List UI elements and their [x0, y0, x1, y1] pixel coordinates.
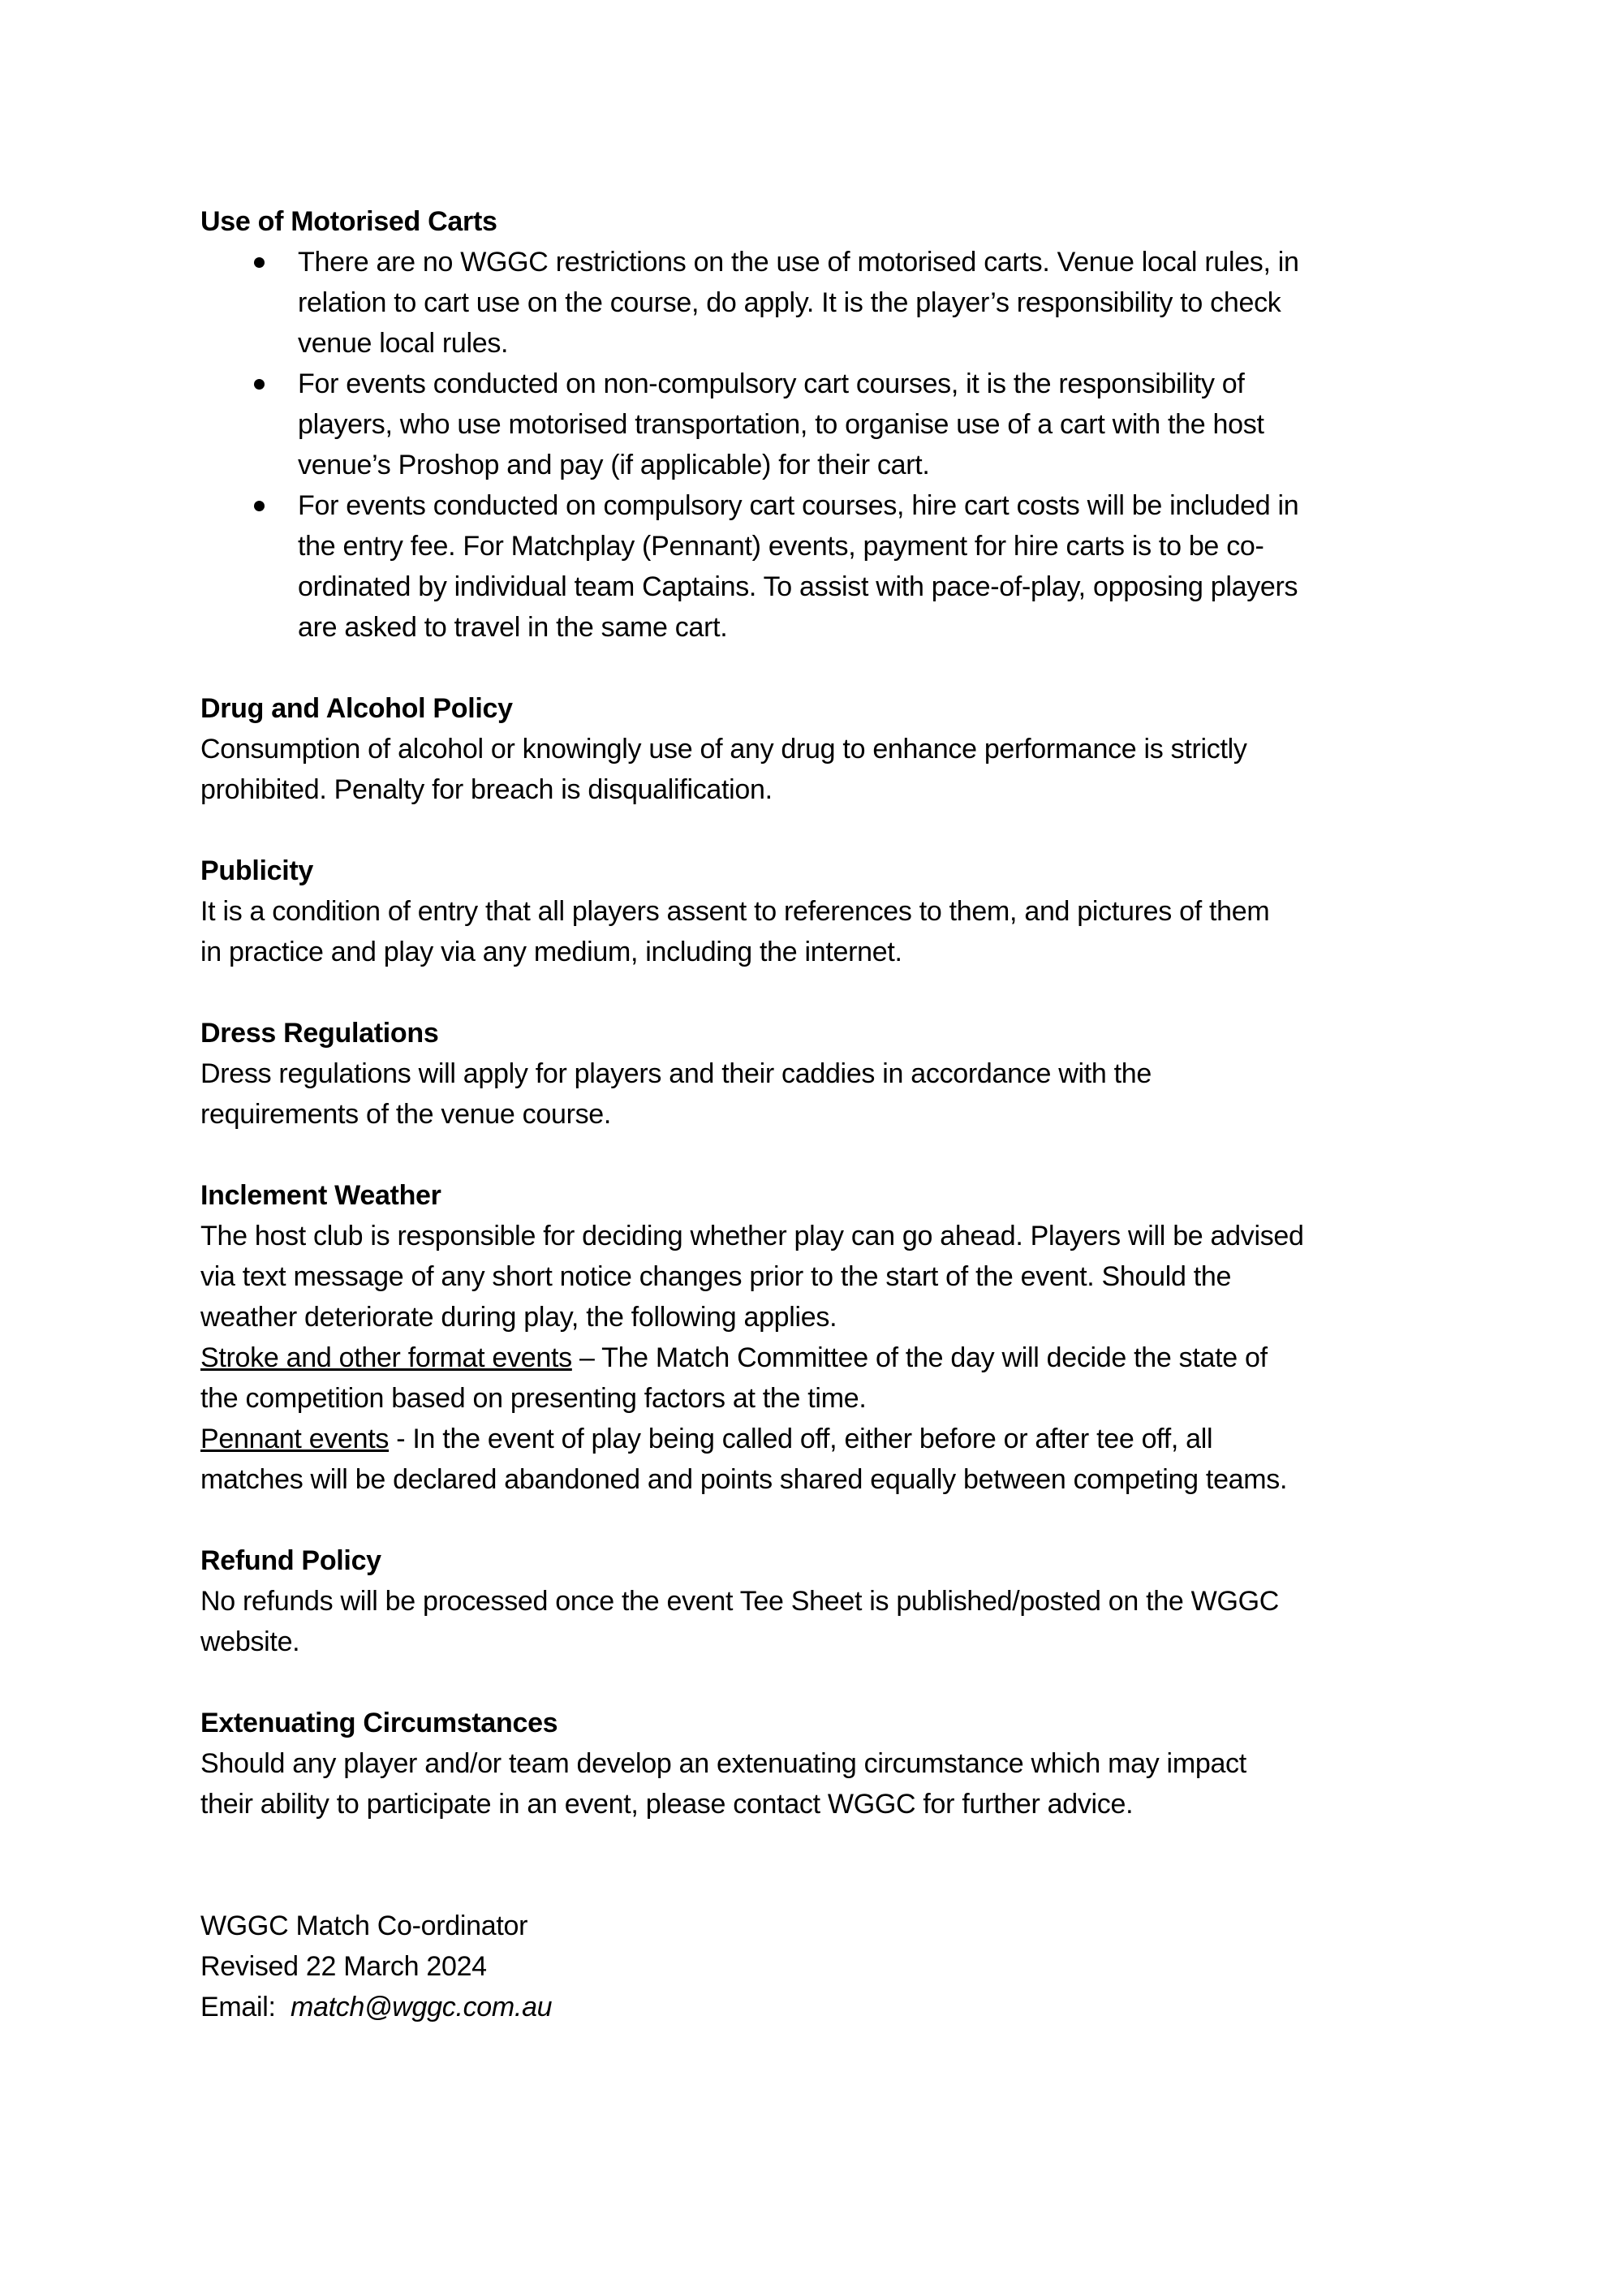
text-line: The host club is responsible for deciding whether play can go ahead. Players will be advised: [200, 1221, 1304, 1251]
email-line: [200, 1987, 1466, 2027]
section-publicity: [200, 851, 1466, 972]
section-extenuating: [200, 1703, 1466, 1824]
text-line: relation to cart use on the course, do apply. It is the player’s responsibility to check: [298, 287, 1281, 318]
section-motorised-carts: [200, 201, 1466, 648]
bullet-item: [200, 242, 1466, 364]
text-line: matches will be declared abandoned and points shared equally between competing teams.: [200, 1464, 1288, 1495]
text-line: players, who use motorised transportation, to organise use of a cart with the host: [298, 409, 1264, 440]
text-line: requirements of the venue course.: [200, 1099, 612, 1130]
section-heading: Refund Policy: [200, 1545, 381, 1576]
text-line: the competition based on presenting factors at the time.: [200, 1383, 867, 1414]
bullet-icon: [254, 379, 265, 390]
email-link[interactable]: match@wggc.com.au: [290, 1992, 553, 2022]
section-drug-alcohol: [200, 688, 1466, 810]
text-line: There are no WGGC restrictions on the use of motorised carts. Venue local rules, in: [298, 247, 1299, 278]
text-line: venue local rules.: [298, 328, 509, 359]
bullet-item: [200, 364, 1466, 485]
text-line: via text message of any short notice changes prior to the start of the event. Should the: [200, 1261, 1232, 1292]
pennant-events-text: - In the event of play being called off, either before or after tee off, all: [389, 1424, 1213, 1454]
text-line: No refunds will be processed once the event Tee Sheet is published/posted on the WGGC: [200, 1586, 1280, 1617]
text-line: their ability to participate in an event, please contact WGGC for further advice.: [200, 1789, 1134, 1820]
email-label: Email:: [200, 1992, 291, 2022]
section-heading: Publicity: [200, 855, 313, 886]
text-line: [200, 1419, 1466, 1459]
text-line: are asked to travel in the same cart.: [298, 612, 728, 643]
text-line: weather deteriorate during play, the following applies.: [200, 1302, 837, 1333]
text-line: prohibited. Penalty for breach is disqualification.: [200, 774, 773, 805]
pennant-events-label: Pennant events: [200, 1424, 390, 1454]
signature-role: WGGC Match Co-ordinator: [200, 1910, 528, 1941]
bullet-icon: [254, 257, 265, 268]
text-line: Should any player and/or team develop an extenuating circumstance which may impact: [200, 1748, 1246, 1779]
text-line: website.: [200, 1626, 300, 1657]
section-heading: Drug and Alcohol Policy: [200, 693, 513, 724]
text-line: For events conducted on non-compulsory cart courses, it is the responsibility of: [298, 368, 1245, 399]
text-line: in practice and play via any medium, including the internet.: [200, 937, 902, 967]
section-weather: [200, 1175, 1466, 1500]
text-line: [200, 1338, 1466, 1378]
section-refund: [200, 1540, 1466, 1662]
stroke-events-text: – The Match Committee of the day will decide the state of: [571, 1342, 1268, 1373]
revision-date: Revised 22 March 2024: [200, 1951, 487, 1982]
text-line: ordinated by individual team Captains. To assist with pace-of-play, opposing players: [298, 571, 1298, 602]
section-heading: Dress Regulations: [200, 1018, 439, 1049]
bullet-icon: [254, 501, 265, 511]
section-heading: Extenuating Circumstances: [200, 1708, 558, 1738]
stroke-events-label: Stroke and other format events: [200, 1342, 572, 1373]
document-page: [200, 201, 1466, 2027]
text-line: Consumption of alcohol or knowingly use of any drug to enhance performance is strictly: [200, 734, 1247, 765]
text-line: Dress regulations will apply for players and their caddies in accordance with the: [200, 1058, 1152, 1089]
section-heading: Inclement Weather: [200, 1180, 441, 1211]
signature-block: [200, 1906, 1466, 2027]
text-line: For events conducted on compulsory cart courses, hire cart costs will be included in: [298, 490, 1299, 521]
text-line: the entry fee. For Matchplay (Pennant) events, payment for hire carts is to be co-: [298, 531, 1264, 562]
text-line: venue’s Proshop and pay (if applicable) for their cart.: [298, 450, 930, 480]
bullet-item: [200, 485, 1466, 648]
text-line: It is a condition of entry that all players assent to references to them, and pictures of them: [200, 896, 1270, 927]
section-dress: [200, 1013, 1466, 1135]
section-heading: Use of Motorised Carts: [200, 206, 497, 237]
